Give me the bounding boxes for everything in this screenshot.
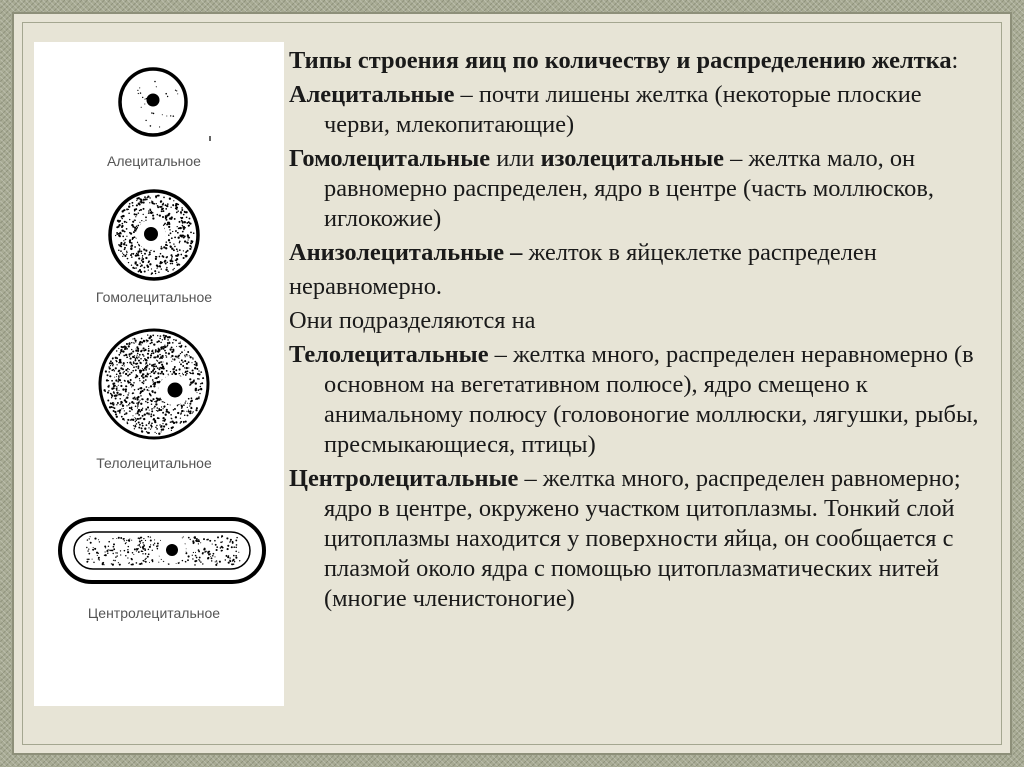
telolecithal-term: Телолецитальные	[289, 341, 489, 368]
centrolecithal-paragraph	[289, 464, 989, 614]
centrolecithal-term: Центролецитальные	[289, 465, 519, 492]
alecithal-egg-icon	[34, 60, 284, 150]
centrolecithal-egg-icon	[34, 512, 284, 592]
centrolecithal-desc: – желтка много, распределен равномерно; ядро в центре, окружено участком цитоплазмы. Тонкий слой цитоплазмы находится у поверхности яйца, он сообщается с плазмой около ядра с помощью цитоплазматических нитей (многие членистоногие)	[324, 465, 961, 612]
isolecithal-term: изолецитальные	[540, 145, 724, 172]
egg-types-text	[289, 46, 989, 618]
alecithal-paragraph	[289, 80, 989, 140]
telolecithal-paragraph	[289, 340, 989, 460]
title-paragraph: Типы строения яиц по количеству и распределению желтка:	[289, 47, 959, 74]
alecithal-term: Алецитальные	[289, 81, 455, 108]
anisolecithal-desc: желток в яйцеклетке распределен	[522, 239, 877, 266]
telolecithal-desc: – желтка много, распределен неравномерно (в основном на вегетативном полюсе), ядро смещено к анимальному полюсу (головоногие моллюски, лягушки, рыбы, пресмыкающиеся, птицы)	[324, 341, 979, 458]
subdivided-line: Они подразделяются на	[289, 307, 536, 334]
caption-homolecithal: Гомолецитальное	[95, 289, 213, 305]
anisolecithal-paragraph	[289, 238, 989, 268]
homolecithal-egg-icon	[34, 188, 284, 288]
caption-centrolecithal: Центролецитальное	[87, 605, 221, 621]
telolecithal-egg-icon	[34, 324, 284, 454]
anisolecithal-continued: неравномерно.	[289, 273, 443, 300]
homolecithal-desc: – желтка мало, он равномерно распределен, ядро в центре (часть моллюсков, иглокожие)	[324, 145, 934, 232]
caption-telolecithal: Телолецитальное	[96, 455, 212, 471]
anisolecithal-term: Анизолецитальные –	[289, 239, 523, 266]
egg-types-figure-panel	[34, 42, 284, 706]
page-title: Типы строения яиц по количеству и распределению желтка	[289, 47, 952, 74]
homolecithal-term: Гомолецитальные	[289, 145, 491, 172]
caption-alecithal: Алецитальное	[107, 153, 201, 169]
alecithal-desc: – почти лишены желтка (некоторые плоские черви, млекопитающие)	[324, 81, 922, 138]
homolecithal-paragraph: Гомолецитальные или изолецитальные – желтка мало, он равномерно распределен, ядро в центре (часть моллюсков, иглокожие)	[289, 145, 934, 232]
